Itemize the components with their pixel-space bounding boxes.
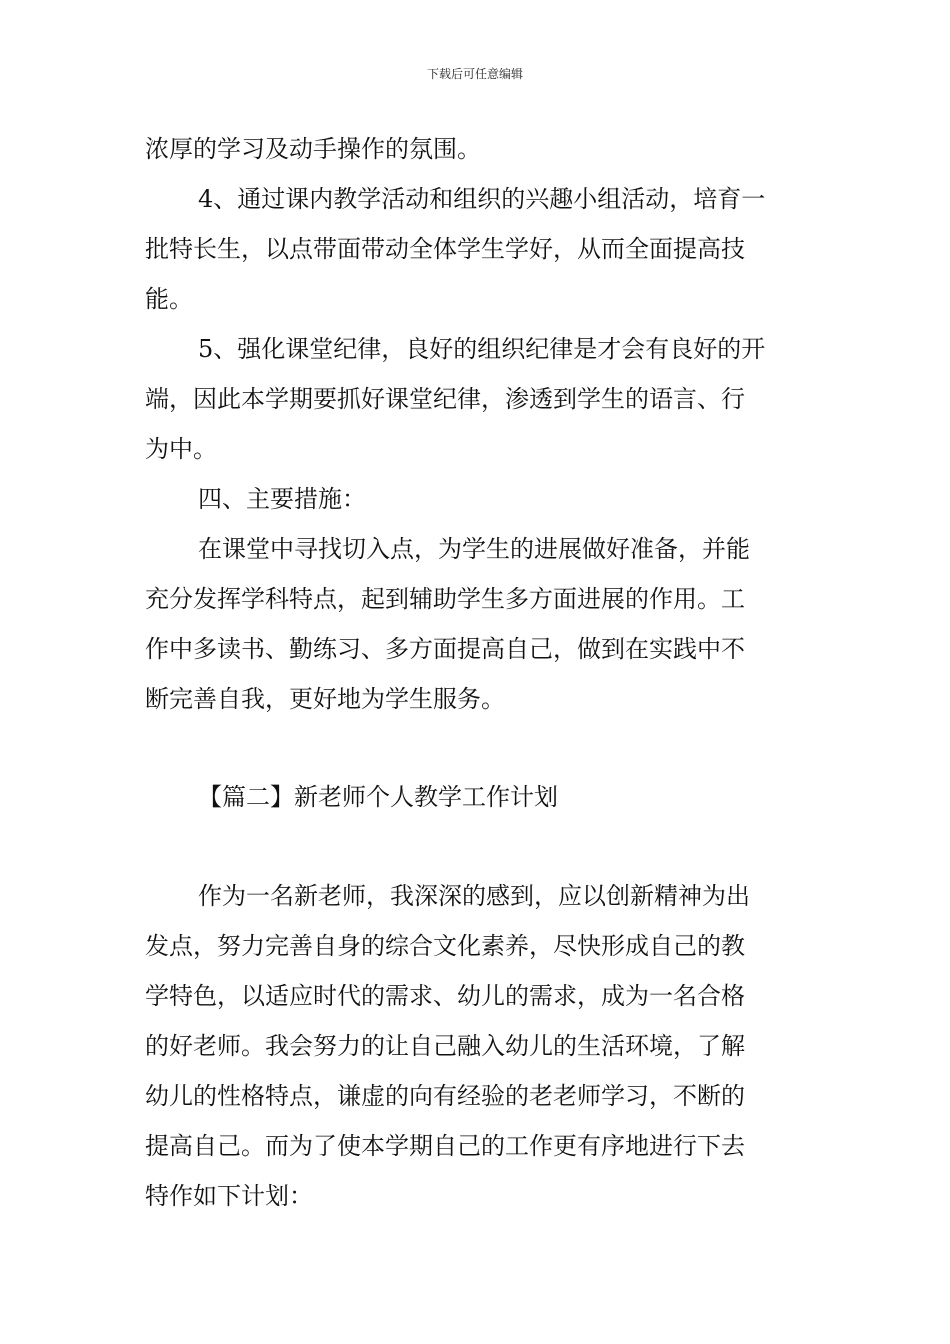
text-line: 浓厚的学习及动手操作的氛围。: [145, 135, 481, 163]
text-line: 的好老师。我会努力的让自己融入幼儿的生活环境，了解: [145, 1032, 745, 1060]
section-heading-measures: [145, 474, 805, 524]
text-line: 提高自己。而为了使本学期自己的工作更有序地进行下去: [145, 1132, 745, 1160]
text-line: 作中多读书、勤练习、多方面提高自己，做到在实践中不: [145, 635, 745, 663]
paragraph-part-two-intro: [145, 871, 805, 1221]
text-line: 充分发挥学科特点，起到辅助学生多方面进展的作用。工: [145, 585, 745, 613]
page-header-note: 下载后可任意编辑: [426, 67, 523, 81]
part-two-title: [145, 772, 805, 822]
section-heading: 四、主要措施：: [198, 485, 366, 513]
text-line: 端，因此本学期要抓好课堂纪律，渗透到学生的语言、行: [145, 385, 745, 413]
part-title: 【篇二】新老师个人教学工作计划: [198, 783, 558, 811]
text-line: 能。: [145, 285, 193, 313]
text-line: 断完善自我，更好地为学生服务。: [145, 685, 505, 713]
text-line: 4、通过课内教学活动和组织的兴趣小组活动，培育一: [198, 185, 766, 213]
text-line: 特作如下计划：: [145, 1182, 313, 1210]
text-line: 作为一名新老师，我深深的感到，应以创新精神为出: [198, 882, 750, 910]
text-line: 学特色，以适应时代的需求、幼儿的需求，成为一名合格: [145, 982, 745, 1010]
text-line: 批特长生，以点带面带动全体学生学好，从而全面提高技: [145, 235, 745, 263]
text-line: 5、强化课堂纪律，良好的组织纪律是才会有良好的开: [198, 335, 766, 363]
text-line: 发点，努力完善自身的综合文化素养，尽快形成自己的教: [145, 932, 745, 960]
paragraph-item-5: [145, 324, 805, 474]
text-line: 幼儿的性格特点，谦虚的向有经验的老老师学习，不断的: [145, 1082, 745, 1110]
paragraph-item-4: [145, 174, 805, 324]
paragraph-continuation: [145, 124, 805, 174]
text-line: 在课堂中寻找切入点，为学生的进展做好准备，并能: [198, 535, 750, 563]
text-line: 为中。: [145, 435, 217, 463]
paragraph-measures: [145, 524, 805, 724]
